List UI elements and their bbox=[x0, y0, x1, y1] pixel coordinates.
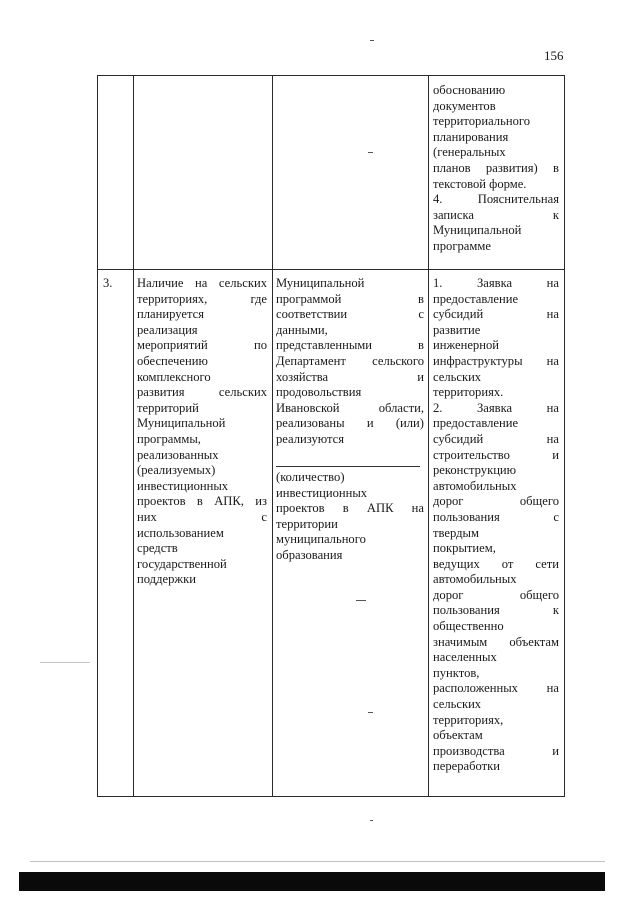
text-line: субсидий на bbox=[433, 307, 559, 322]
text-line: субсидий на bbox=[433, 431, 559, 446]
text-line: Муниципальной bbox=[433, 223, 522, 238]
text-line: инвестиционных bbox=[276, 485, 368, 500]
text-line: них с bbox=[137, 509, 267, 524]
text-line: средств bbox=[137, 541, 178, 556]
text-line: (количество) bbox=[276, 470, 345, 484]
text-line: строительство и bbox=[433, 447, 559, 462]
text-line: проектов в АПК на bbox=[276, 501, 424, 516]
text-line: территорий bbox=[137, 400, 199, 415]
text-line: записка к bbox=[433, 207, 559, 222]
text-line: дорог общего bbox=[433, 494, 559, 509]
text-line: 4. Пояснительная bbox=[433, 192, 559, 207]
text-line: планов развития) в bbox=[433, 160, 559, 175]
text-line: сельских bbox=[433, 369, 482, 384]
text-line: Наличие на сельских bbox=[137, 276, 267, 290]
text-line: реконструкцию bbox=[433, 463, 517, 478]
scan-artifact-line bbox=[30, 861, 605, 862]
text-line: проектов в АПК, из bbox=[137, 494, 267, 509]
text-line: Муниципальной bbox=[137, 416, 226, 431]
text-line: (реализуемых) bbox=[137, 463, 216, 478]
text-line: значимым объектам bbox=[433, 634, 559, 649]
text-line: расположенных на bbox=[433, 681, 559, 696]
text-line: пунктов, bbox=[433, 665, 480, 680]
text-line: переработки bbox=[433, 759, 501, 774]
text-line: образования bbox=[276, 547, 343, 562]
text-line: территориях, bbox=[433, 712, 504, 727]
row2-documents-cell bbox=[433, 276, 559, 775]
text-line: Муниципальной bbox=[276, 276, 365, 290]
text-line: планируется bbox=[137, 307, 204, 322]
row-number: 3. bbox=[103, 276, 113, 290]
scan-edge-bar bbox=[19, 872, 605, 891]
text-line: планирования bbox=[433, 129, 509, 144]
text-line: текстовой форме. bbox=[433, 176, 527, 191]
text-line: покрытием, bbox=[433, 541, 496, 556]
text-line: ведущих от сети bbox=[433, 556, 559, 571]
text-line: (генеральных bbox=[433, 145, 506, 160]
text-line: программой в bbox=[276, 291, 424, 306]
fill-in-blank-line bbox=[276, 466, 420, 467]
scan-speck bbox=[368, 712, 373, 713]
table-right-border bbox=[564, 75, 565, 797]
text-line: территориях. bbox=[433, 385, 504, 400]
text-line: инфраструктуры на bbox=[433, 353, 559, 368]
text-line: дорог общего bbox=[433, 587, 559, 602]
text-line: документов bbox=[433, 98, 496, 113]
text-line: Департамент сельского bbox=[276, 353, 424, 368]
row2-indicator-cell bbox=[137, 276, 267, 588]
table-left-border bbox=[97, 75, 98, 797]
text-line: инвестиционных bbox=[137, 478, 229, 493]
scan-speck bbox=[40, 662, 90, 663]
text-line: данными, bbox=[276, 322, 328, 337]
column-divider-3 bbox=[428, 75, 429, 797]
text-line: соответствии с bbox=[276, 307, 424, 322]
text-line: твердым bbox=[433, 525, 479, 540]
text-line: предоставление bbox=[433, 291, 519, 306]
text-line: программы, bbox=[137, 431, 201, 446]
text-line: объектам bbox=[433, 728, 483, 743]
text-line: предоставление bbox=[433, 416, 519, 431]
text-line: реализация bbox=[137, 322, 198, 337]
table-bottom-border bbox=[97, 796, 564, 797]
column-divider-2 bbox=[272, 75, 273, 797]
text-line: государственной bbox=[137, 556, 227, 571]
text-line: комплексного bbox=[137, 369, 211, 384]
text-line: инженерной bbox=[433, 338, 500, 353]
text-line: муниципального bbox=[276, 532, 366, 547]
text-line: обеспечению bbox=[137, 353, 208, 368]
text-line: использованием bbox=[137, 525, 224, 540]
text-line: населенных bbox=[433, 650, 497, 665]
text-line: пользования с bbox=[433, 509, 559, 524]
text-line: Ивановской области, bbox=[276, 400, 424, 415]
row-divider bbox=[97, 269, 564, 270]
text-line: мероприятий по bbox=[137, 338, 267, 353]
text-line: обоснованию bbox=[433, 83, 506, 97]
text-line: пользования к bbox=[433, 603, 559, 618]
text-line: поддержки bbox=[137, 572, 196, 587]
row2-source-cell bbox=[276, 276, 424, 448]
text-line: развития сельских bbox=[137, 385, 267, 400]
scan-speck bbox=[370, 820, 373, 821]
text-line: представленными в bbox=[276, 338, 424, 353]
text-line: сельских bbox=[433, 697, 482, 712]
text-line: автомобильных bbox=[433, 478, 517, 493]
text-line: реализованных bbox=[137, 447, 219, 462]
text-line: реализуются bbox=[276, 431, 345, 446]
scan-speck bbox=[370, 40, 374, 41]
page-number: 156 bbox=[544, 48, 564, 63]
text-line: развитие bbox=[433, 322, 481, 337]
row1-documents-cell bbox=[433, 83, 559, 255]
row2-source-subcell bbox=[276, 470, 424, 564]
text-line: территориального bbox=[433, 114, 531, 129]
column-divider-1 bbox=[133, 75, 134, 797]
text-line: продовольствия bbox=[276, 385, 362, 400]
scan-speck bbox=[356, 600, 366, 601]
text-line: общественно bbox=[433, 619, 504, 634]
text-line: территории bbox=[276, 516, 338, 531]
table-top-border bbox=[97, 75, 564, 76]
text-line: 2. Заявка на bbox=[433, 400, 559, 415]
text-line: территориях, где bbox=[137, 291, 267, 306]
text-line: 1. Заявка на bbox=[433, 276, 559, 290]
text-line: реализованы и (или) bbox=[276, 416, 424, 431]
text-line: автомобильных bbox=[433, 572, 517, 587]
text-line: производства и bbox=[433, 743, 559, 758]
text-line: программе bbox=[433, 238, 491, 253]
text-line: хозяйства и bbox=[276, 369, 424, 384]
scan-speck bbox=[368, 152, 373, 153]
